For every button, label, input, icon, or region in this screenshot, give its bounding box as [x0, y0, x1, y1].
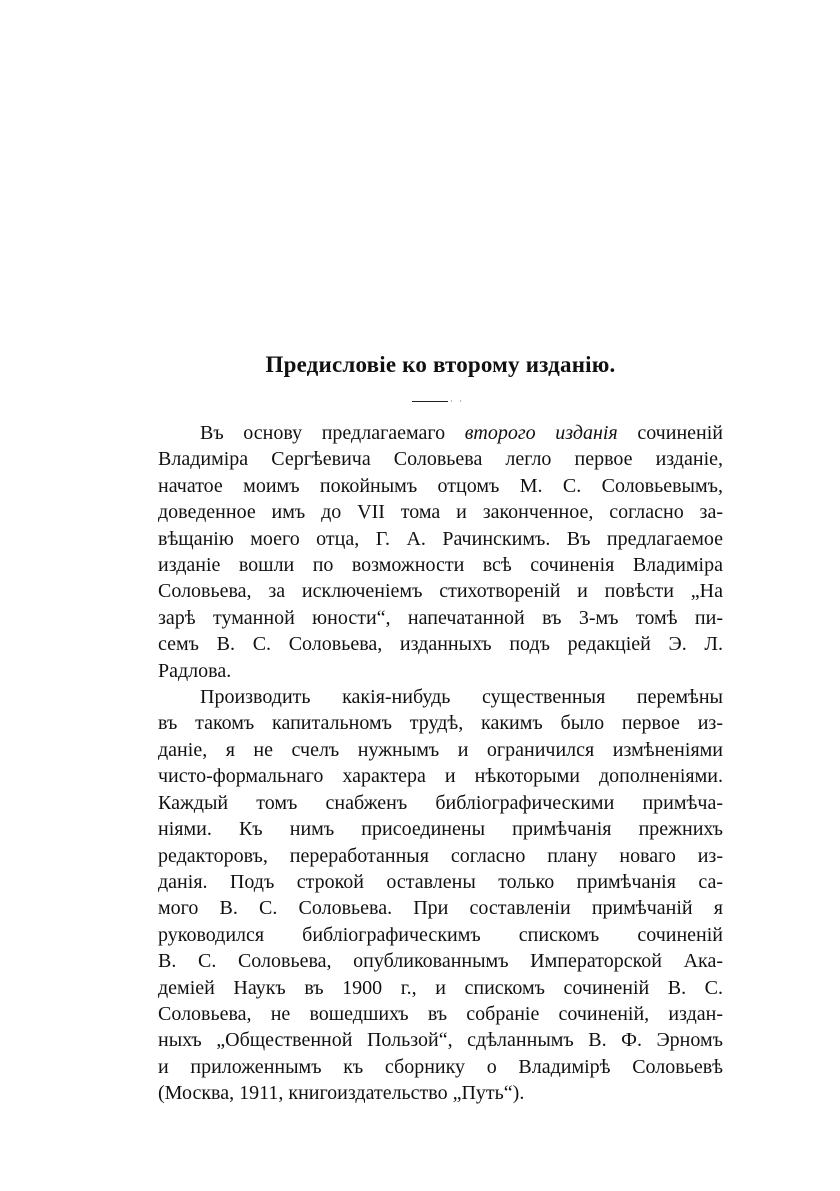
text-segment: (Москва, 1911, книгоиздательство „Путь“). — [158, 1082, 525, 1105]
text-segment: данія. Подъ строкой оставлены только примѣчанія са- — [158, 870, 723, 893]
page-title: Предисловіе ко второму изданію. — [265, 352, 616, 377]
italic-text-segment: второго изданія — [464, 422, 618, 444]
text-segment: чисто-формальнаго характера и нѣкоторыми дополненіями. — [158, 765, 723, 788]
text-segment: зарѣ туманной юности“, напечатанной въ 3-мъ томѣ пи- — [158, 606, 723, 629]
text-line — [158, 526, 723, 552]
text-line — [158, 578, 723, 604]
text-line — [158, 710, 723, 736]
text-line — [158, 763, 723, 789]
text-segment: даніе, я не счелъ нужнымъ и ограничился измѣненіями — [158, 738, 723, 761]
text-line — [158, 446, 723, 472]
text-line — [158, 1001, 723, 1027]
text-line — [158, 1027, 723, 1053]
text-segment: Радлова. — [158, 659, 232, 682]
text-line — [158, 816, 723, 842]
title-separator-rule — [412, 401, 448, 402]
text-line — [158, 737, 723, 763]
paragraph — [158, 684, 723, 1107]
text-line — [158, 869, 723, 895]
text-line — [158, 552, 723, 578]
text-segment: мого В. С. Соловьева. При составленіи примѣчаній я — [158, 897, 723, 920]
text-segment: деміей Наукъ въ 1900 г., и спискомъ сочиненій В. С. — [158, 976, 723, 999]
text-segment: семъ В. С. Соловьева, изданныхъ подъ редакціей Э. Л. — [158, 633, 723, 656]
text-line — [158, 631, 723, 657]
text-segment: Въ основу предлагаемаго — [200, 422, 465, 444]
text-segment: редакторовъ, переработанныя согласно плану новаго из- — [158, 844, 723, 867]
text-line — [158, 473, 723, 499]
title-separator-dots: · · — [450, 397, 465, 406]
text-segment: вѣщанію моего отца, Г. А. Рачинскимъ. Въ предлагаемое — [158, 527, 723, 550]
text-line — [158, 895, 723, 921]
text-line — [158, 843, 723, 869]
text-line — [158, 975, 723, 1001]
text-line — [158, 658, 723, 684]
text-segment: сочиненій — [617, 422, 723, 444]
text-segment: Соловьева, не вошедшихъ въ собраніе сочиненій, издан- — [158, 1002, 723, 1025]
text-line — [158, 684, 723, 710]
text-segment: въ такомъ капитальномъ трудѣ, какимъ было первое из- — [158, 712, 723, 735]
text-segment: руководился библіографическимъ спискомъ сочиненій — [158, 923, 723, 946]
text-line — [158, 790, 723, 816]
text-line — [158, 499, 723, 525]
text-segment: и приложеннымъ къ сборнику о Владимірѣ Соловьевѣ — [158, 1055, 723, 1078]
text-segment: изданіе вошли по возможности всѣ сочиненія Владиміра — [158, 554, 723, 577]
text-line — [158, 1054, 723, 1080]
text-segment: доведенное имъ до VII тома и законченное, согласно за- — [158, 501, 723, 524]
text-segment: Соловьева, за исключеніемъ стихотвореній и повѣсти „На — [158, 580, 723, 603]
text-line — [158, 922, 723, 948]
text-line — [158, 948, 723, 974]
paragraph — [158, 420, 723, 684]
text-segment: В. С. Соловьева, опубликованнымъ Императорской Ака- — [158, 950, 723, 973]
text-line — [158, 605, 723, 631]
text-segment: Производить какія-нибудь существенныя перемѣны — [200, 686, 723, 709]
text-segment: Владиміра Сергѣевича Соловьева легло первое изданіе, — [158, 448, 723, 471]
text-segment: Каждый томъ снабженъ библіографическими примѣча- — [158, 791, 723, 814]
text-segment: начатое моимъ покойнымъ отцомъ М. С. Соловьевымъ, — [158, 474, 723, 497]
text-line — [158, 1080, 723, 1106]
text-line — [158, 420, 723, 446]
text-segment: ніями. Къ нимъ присоединены примѣчанія прежнихъ — [158, 818, 723, 841]
preface-body — [158, 420, 723, 1107]
text-segment: ныхъ „Общественной Пользой“, сдѣланнымъ В. Ф. Эрномъ — [158, 1029, 723, 1052]
